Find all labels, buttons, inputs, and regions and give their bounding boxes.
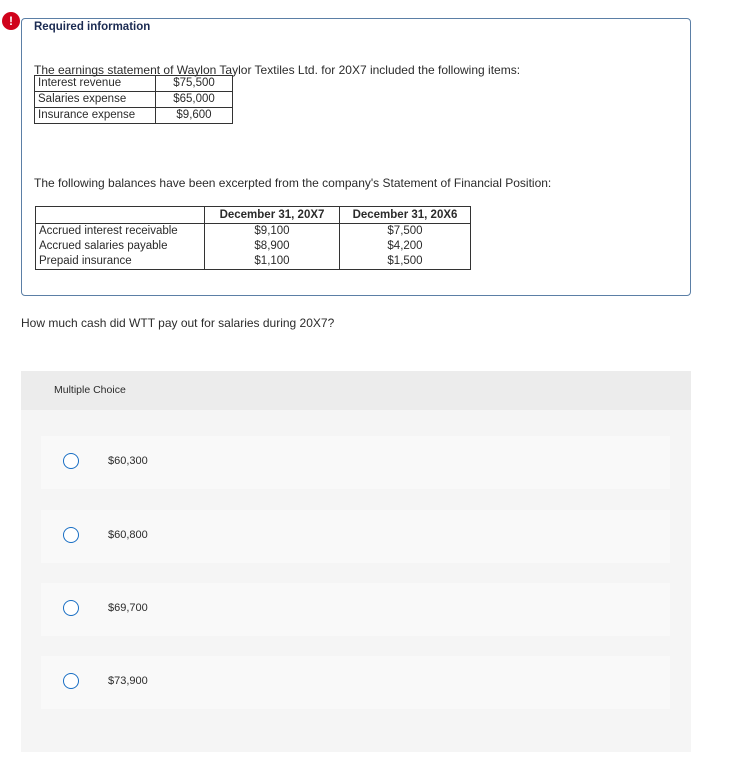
balance-label: Accrued salaries payable xyxy=(36,239,205,254)
table-row xyxy=(35,76,233,92)
radio-button[interactable] xyxy=(63,600,79,616)
column-header: December 31, 20X6 xyxy=(340,207,471,224)
balance-label: Prepaid insurance xyxy=(36,254,205,270)
question-text: How much cash did WTT pay out for salaries during 20X7? xyxy=(21,316,335,330)
option-text: $73,900 xyxy=(108,675,148,687)
table-row xyxy=(36,239,471,254)
answer-option[interactable] xyxy=(41,583,670,636)
answer-option[interactable] xyxy=(41,656,670,709)
item-value: $65,000 xyxy=(156,92,233,108)
balance-label: Accrued interest receivable xyxy=(36,224,205,240)
balance-value-20x7: $1,100 xyxy=(205,254,340,270)
info-title: Required information xyxy=(34,21,151,33)
balances-intro: The following balances have been excerpted from the company's Statement of Financial Position: xyxy=(34,176,552,190)
table-row xyxy=(36,254,471,270)
table-header-row xyxy=(36,207,471,224)
item-value: $9,600 xyxy=(156,108,233,124)
balances-table xyxy=(35,206,471,270)
answer-option[interactable] xyxy=(41,436,670,489)
earnings-items-table xyxy=(34,75,233,124)
option-text: $69,700 xyxy=(108,602,148,614)
table-row xyxy=(36,224,471,240)
option-text: $60,800 xyxy=(108,529,148,541)
multiple-choice-label: Multiple Choice xyxy=(54,384,126,396)
balance-value-20x7: $8,900 xyxy=(205,239,340,254)
item-label: Salaries expense xyxy=(35,92,156,108)
radio-button[interactable] xyxy=(63,673,79,689)
alert-icon: ! xyxy=(2,12,20,30)
balance-value-20x7: $9,100 xyxy=(205,224,340,240)
column-header: December 31, 20X7 xyxy=(205,207,340,224)
option-text: $60,300 xyxy=(108,455,148,467)
radio-button[interactable] xyxy=(63,527,79,543)
balance-value-20x6: $7,500 xyxy=(340,224,471,240)
table-row xyxy=(35,108,233,124)
multiple-choice-header xyxy=(21,371,691,410)
radio-button[interactable] xyxy=(63,453,79,469)
info-intro: The earnings statement of Waylon Taylor Textiles Ltd. for 20X7 included the following items: xyxy=(34,63,521,77)
item-label: Interest revenue xyxy=(35,76,156,92)
item-value: $75,500 xyxy=(156,76,233,92)
balance-value-20x6: $1,500 xyxy=(340,254,471,270)
header-blank xyxy=(36,207,205,224)
multiple-choice-panel xyxy=(21,371,691,752)
answer-option[interactable] xyxy=(41,510,670,563)
item-label: Insurance expense xyxy=(35,108,156,124)
table-row xyxy=(35,92,233,108)
balance-value-20x6: $4,200 xyxy=(340,239,471,254)
